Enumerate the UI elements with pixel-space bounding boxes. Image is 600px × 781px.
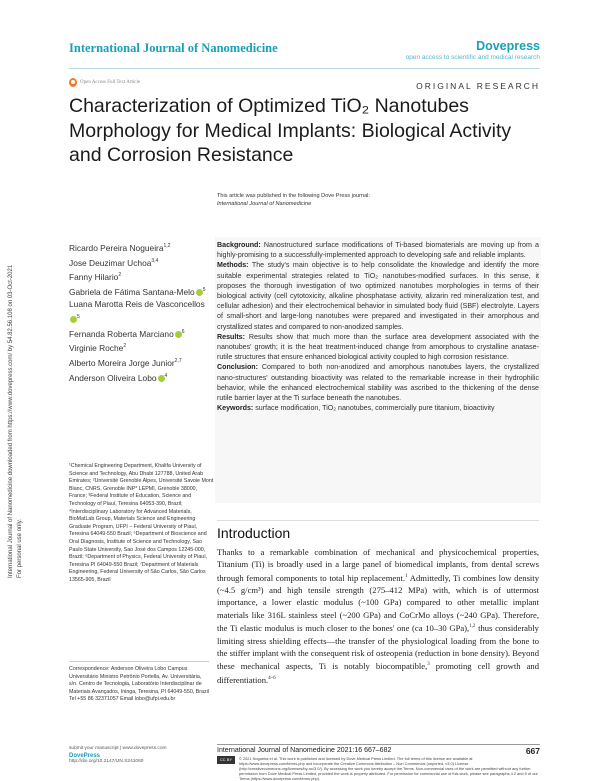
open-access-badge [69,78,140,87]
author[interactable]: Luana Marotta Reis de Vasconcellos$^5$ [69,298,212,325]
publisher-name: Dovepress [476,39,540,53]
author[interactable]: Fernanda Roberta Marciano $^6$ [69,328,185,339]
footer-license [217,756,539,781]
abstract-results: Results: Results show that much more than the surface area development associated with the nanotubes' growth; it is the heat treatment-induced change from amorphous to crystalline anatase-rutile structures that ensure enhanced biological activity coupled to high corrosion resistance. [217,332,539,362]
intro-body: Thanks to a remarkable combination of mechanical and physicochemical properties, Titanium (Ti) is broadly used in a large panel of biomedical implants, from dental screws through femoral components to total hip replacement.$^1$ Admittedly, Ti combines low density (~4.5 g/cm³) and high tensile strength (275–412 MPa) with, which is of uttermost importance, a lower elastic modulus (~100 GPa) compared to other metallic implant materials like 316L stainless steel (~200 GPa) and CoCrMo alloys (~240 GPa). Therefore, the Ti elastic modulus is much closer to the bones' one (ca 10–30 GPa),$^{1,2}$ thus considerably limiting stress shielding effects—the transfer of the physiological loading from the bone to the stiffer implant with the consequent risk of osteopenia (reduction in bone density). Beyond these mechanical aspects, Ti is notably biocompatible,$^3$ promoting cell growth and differentiation.$^{4-6}$ [217,547,539,685]
publisher-block [406,39,540,61]
cc-license-icon[interactable]: CC BY NC [217,756,235,764]
article-type: ORIGINAL RESEARCH [416,81,540,91]
page-number: 667 [525,746,540,756]
orcid-icon[interactable] [70,316,77,323]
header-divider [69,68,540,69]
author[interactable]: Virginie Roche$^2$ [69,343,127,354]
author-list [69,240,212,384]
open-access-icon [69,78,77,87]
citation-link[interactable]: 4–6 [268,675,276,681]
intro-heading: Introduction [217,525,291,541]
author[interactable]: Alberto Moreira Jorge Junior$^{2,7}$ [69,357,182,368]
article-title: Characterization of Optimized TiO₂ Nanotubes Morphology for Medical Implants: Biological Activity and Corrosion Resistance [69,95,512,166]
submit-link[interactable]: submit your manuscript | www.dovepress.com [69,746,167,751]
orcid-icon[interactable] [196,289,203,296]
author[interactable]: Anderson Oliveira Lobo $^4$ [69,372,168,383]
footer-submit [69,746,209,766]
orcid-icon[interactable] [158,375,165,382]
license-text: © 2021 Nogueira et al. This work is published and licensed by Dove Medical Press Limited. The full terms of this license are available at https://www.dovepress.com/terms.php and incorporate the Creative Commons Attribution – Non Commercial (unported, v3.0) License (http://creativecommons.org/licenses/by-nc/3.0/). By accessing the work you hereby accept the Terms. Non-commercial uses of the work are permitted without any further permission from Dove Medical Press Limited, provided the work is properly attributed. For permission for commercial use of this work, please see paragraphs 4.2 and 5 of our Terms (https://www.dovepress.com/terms.php). [239,756,538,781]
footer-citation: International Journal of Nanomedicine 2021:16 667–682 [217,747,392,754]
publication-note-text: This article was published in the following Dove Press journal: [217,193,370,199]
doi-link[interactable]: http://doi.org/10.2147/IJN.S241060 [69,759,144,764]
abstract [217,240,539,413]
citation-link[interactable]: 1 [405,573,408,579]
correspondence: Correspondence: Anderson Oliveira Lobo Campus Universitário Ministro Petrônio Portella, Av. Universitária, s/n. Centro de Tecnologia, Laboratório Interdisciplinar de Materiais Avançados, Ininga, Teresina, PI 64049-550, Brazil Tel +55 86 32371057 Email lobo@ufpi.edu.br [69,661,209,704]
abstract-methods: Methods: The study's main objective is to help consolidate the knowledge and identify the more suitable experimental strategies related to TiO₂ nanotubes-modified surfaces. In this sense, it proposes the thorough investigation of two optimized nanotubes morphologies in terms of their biological activity (cell cytotoxicity, alkaline phosphatase activity, alizarin red mineralization test, and cellular adhesion) and their electrochemical behavior in simulated body fluid (SBF) electrolyte. Layers of small-short and large-long nanotubes were prepared and investigated in their amorphous and crystallized states and compared to non-anodized samples. [217,261,540,331]
author[interactable]: Jose Deuzimar Uchoa$^{3,4}$ [69,257,159,268]
citation-link[interactable]: 1,2 [469,624,476,630]
download-watermark [8,138,28,578]
download-watermark-line1: International Journal of Nanomedicine downloaded from https://www.dovepress.com/ by 54.82.56.108 on 03-Oct-2021 [8,264,14,578]
orcid-icon[interactable] [175,331,182,338]
download-watermark-line2: For personal use only. [17,519,23,578]
open-access-label: Open Access Full Text Article [80,80,141,85]
citation-link[interactable]: 3 [427,662,430,668]
publication-note-journal: International Journal of Nanomedicine [217,201,312,207]
author[interactable]: Fanny Hilario$^2$ [69,271,122,282]
abstract-background: Background: Nanostructured surface modifications of Ti-based biomaterials are moving up from a highly-promising to a successfully-implemented approach to developing safe and reliable implants. [217,241,539,260]
publication-note [217,192,370,208]
abstract-keywords: Keywords: surface modification, TiO₂ nanotubes, commercially pure titanium, bioactivity [217,404,495,413]
publisher-tagline: open access to scientific and medical research [405,54,540,61]
author[interactable]: Ricardo Pereira Nogueira$^{1,2}$ [69,242,171,253]
footer-divider [217,744,540,745]
intro-divider [217,520,539,521]
abstract-conclusion: Conclusion: Compared to both non-anodized and amorphous nanotubes layers, the crystallized nano-structures' outstanding bioactivity was related to the remarkable increase in their hydrophilic behavior, while the enhanced electrochemical stability was ascribed to the thickening of the dense rutile barrier layer at the Ti surface beneath the nanotubes. [217,363,539,403]
affiliations: ¹Chemical Engineering Department, Khalifa University of Science and Technology, Abu Dhabi 127788, United Arab Emirates; ²Université Grenoble Alpes, Université Savoie Mont Blanc, CNRS, Grenoble INP* LEPMI, Grenoble 38000, France; ³Federal Institute of Education, Science and Technology of Piauí, Teresina 64053-390, Brazil; ⁴Interdisciplinary Laboratory for Advanced Materials, BioMatLab Group, Materials Science and Engineering Graduate Program, UFPI – Federal University of Piauí, Teresina 64049-550 Brazil; ⁵Department of Bioscience and Oral Diagnosis, Institute of Science and Technology, Sao Paulo State University, Sao José dos Campos 12245-000, Brazil; ⁶Department of Physics, Federal University of Piauí, Teresina PI 64049-550 Brazil; ⁷Department of Materials Engineering, Federal University of São Carlos, São Carlos 13565-905, Brazil [69,463,214,583]
dovepress-logo: DovePress [69,752,101,759]
journal-name: International Journal of Nanomedicine [69,41,278,55]
author[interactable]: Gabriela de Fátima Santana-Melo $^5$ [69,286,206,297]
